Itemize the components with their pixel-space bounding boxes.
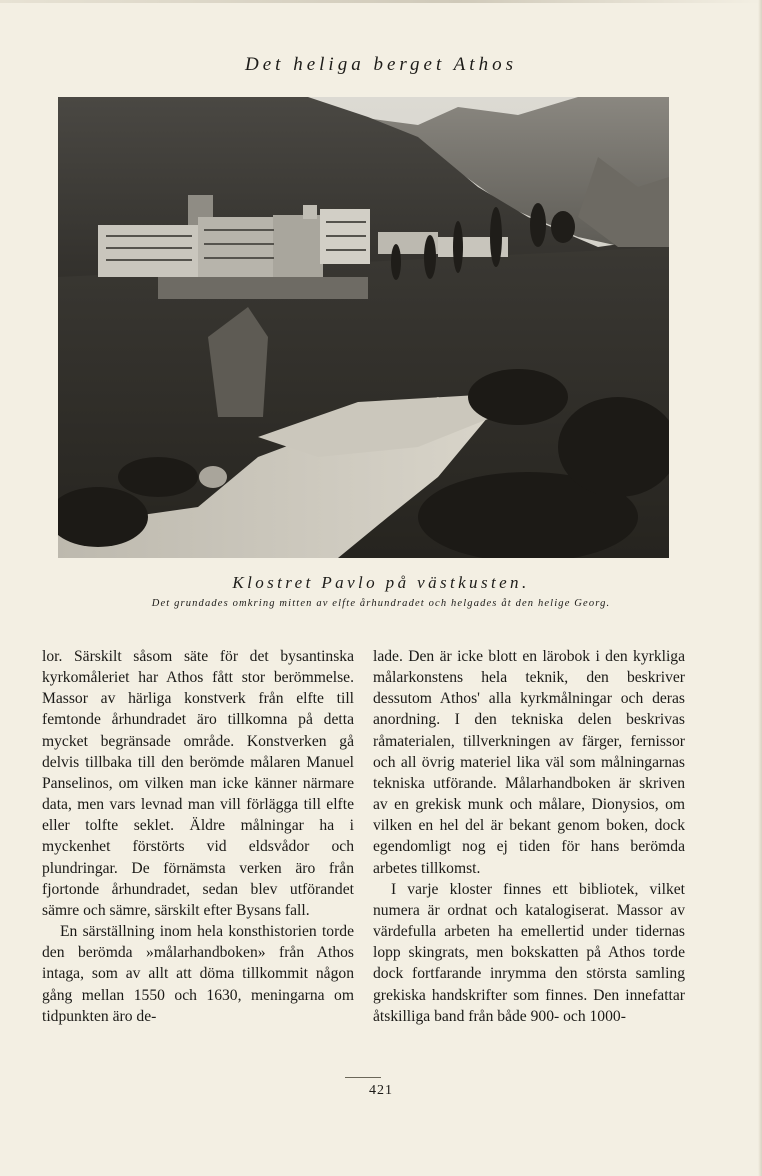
paragraph: En särställning inom hela konsthistorien torde den berömda »målarhandboken» från Athos intaga, som av allt att döma tillkommit någon gång mellan 1550 och 1630, meningarna om tidpunkten äro de- (42, 923, 354, 1025)
page-number: 421 (369, 1083, 393, 1098)
monastery-photograph (58, 97, 669, 558)
paragraph: lor. Särskilt såsom säte för det bysantinska kyrkomåleriet har Athos fått stor berömmelse. Massor av härliga konstverk från elfte till femtonde århundradet äro tillkomna på detta mycket begränsade område. Konstverken gå delvis tillbaka till den berömde målaren Manuel Panselinos, om vilken man icke känner närmare data, men vars levnad man vill förlägga till elfte eller tolfte seklet. Äldre målningar ha i myckenhet förstörts vid eldsvådor och plundringar. De förnämsta verken äro från fjortonde århundradet, sedan blev utförandet sämre och sämre, särskilt efter Bysans fall. (42, 648, 354, 919)
page-edge-top (0, 0, 762, 3)
paragraph: I varje kloster finnes ett bibliotek, vilket numera är ordnat och katalogiserat. Massor av värdefulla arbeten ha emellertid under tidernas lopp skingrats, men bokskatten på Athos torde dock fortfarande inrymma den största samling grekiska handskrifter som finnes. Den innefattar åtskilliga band från både 900- och 1000- (373, 880, 685, 1025)
paragraph: lade. Den är icke blott en lärobok i den kyrkliga målarkonstens hela teknik, den beskriver dessutom Athos' alla kyrkmålningar och deras anordning. I den tekniska delen beskrivas råmaterialen, tillverkningen av färger, fernissor och all övrig materiel lika väl som målningarnas tekniska utförande. Målarhandboken är skriven av en grekisk munk och målare, Dionysios, om vilken en hel del är bekant genom boken, dock egendomligt nog ej tiden för hans berömda arbetes tillkomst. (373, 648, 685, 877)
folio-rule (345, 1077, 381, 1078)
figure-caption-title: Klostret Pavlo på västkusten. (232, 573, 530, 592)
text-column-right (373, 646, 685, 1027)
photo-illustration (58, 97, 669, 558)
figure-caption-subtitle: Det grundades omkring mitten av elfte århundradet och helgades åt den helige Georg. (151, 598, 611, 609)
boulder (199, 466, 227, 488)
running-title: Det heliga berget Athos (245, 54, 517, 75)
text-column-left (42, 646, 354, 1027)
